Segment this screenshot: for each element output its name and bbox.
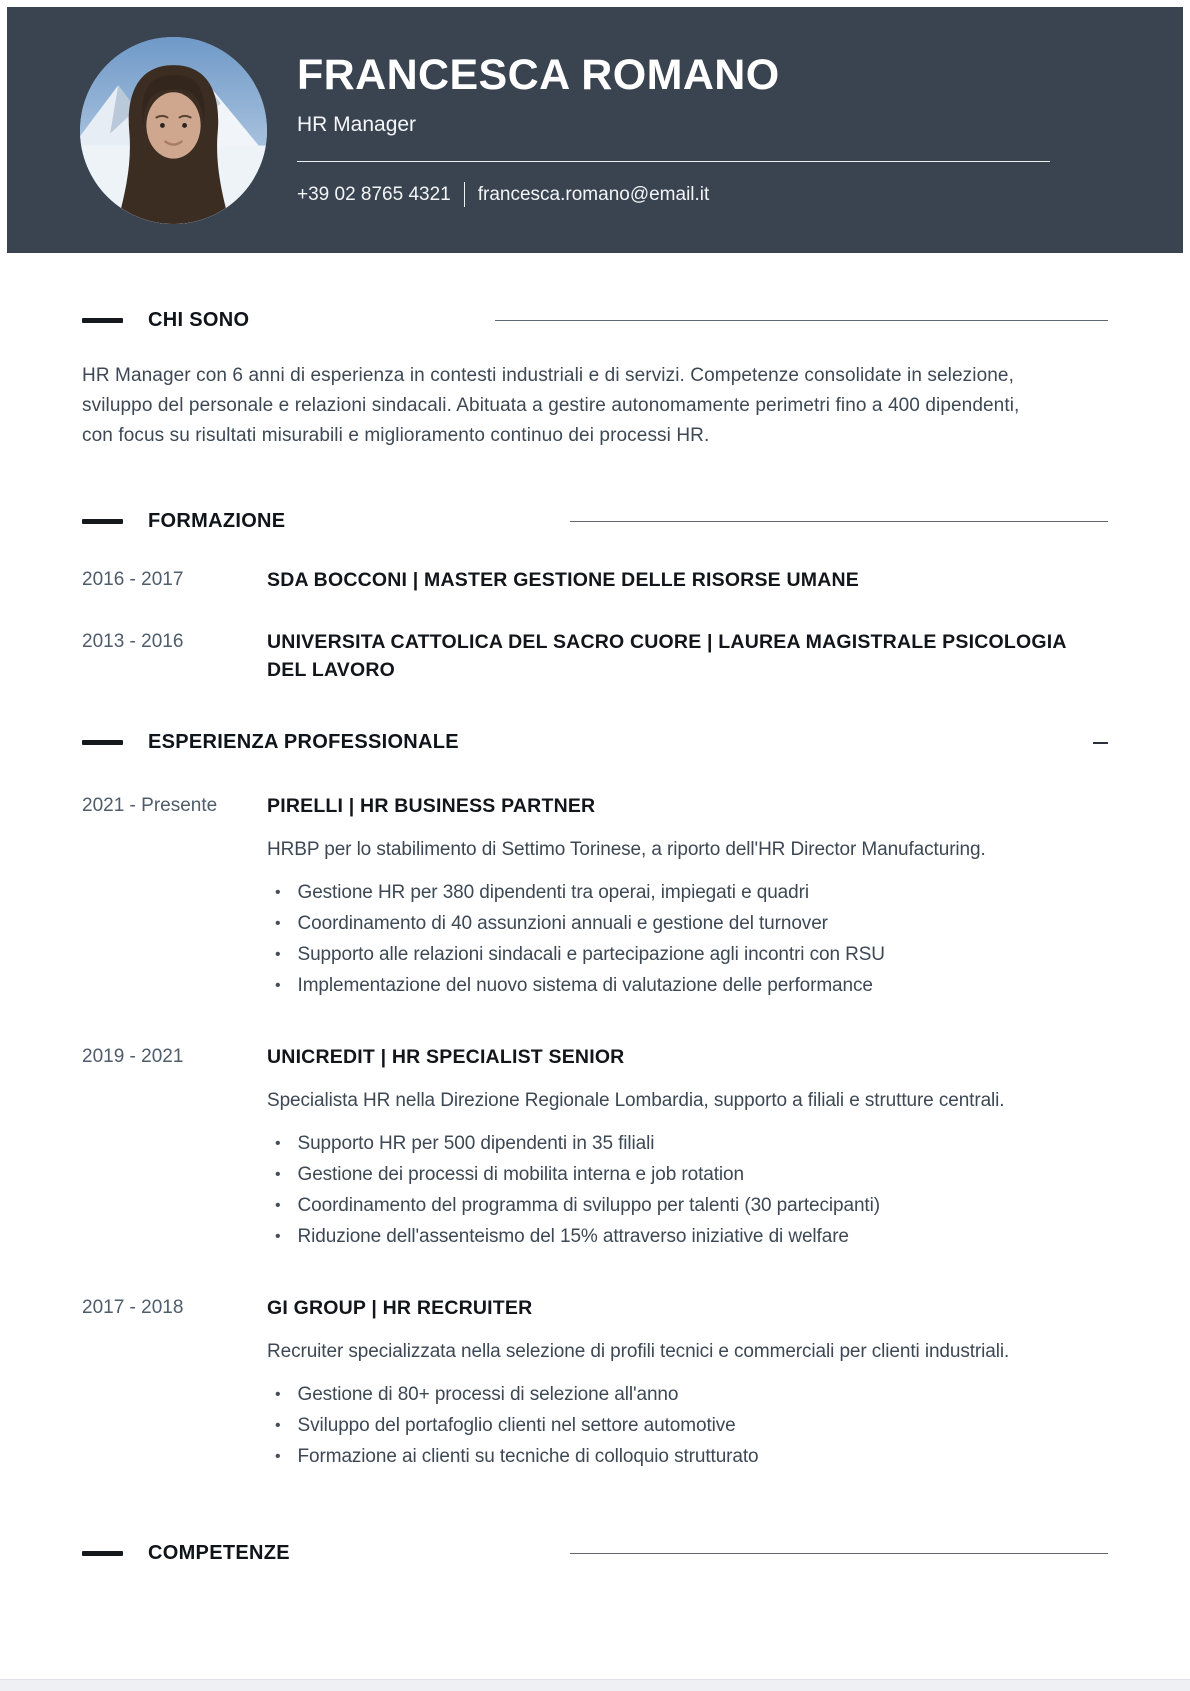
about-paragraph: HR Manager con 6 anni di esperienza in contesti industriali e di servizi. Competenze consolidate in selezione, sviluppo del personale e relazioni sindacali. Abituata a gestire autonomamente perimetri fino a 400 dipendenti, con focus su risultati misurabili e miglioramento continuo dei processi HR. — [82, 365, 1020, 446]
experience-bullet: • Gestione HR per 380 dipendenti tra operai, impiegati e quadri — [275, 877, 1108, 908]
email-address: francesca.romano@email.it — [477, 183, 710, 205]
cv-header — [7, 7, 1183, 253]
header-divider — [297, 161, 1050, 162]
section-experience — [82, 731, 1108, 1472]
section-about-title: CHI SONO — [148, 309, 250, 331]
education-period: 2013 - 2016 — [82, 631, 184, 652]
education-entry — [82, 628, 1108, 684]
job-title: HR Manager — [297, 113, 417, 137]
experience-entry — [82, 792, 1108, 1001]
experience-description: Recruiter specializzata nella selezione di profili tecnici e commerciali per clienti industriali. — [267, 1341, 1010, 1362]
experience-bullet: • Coordinamento del programma di sviluppo per talenti (30 partecipanti) — [275, 1190, 1108, 1221]
phone-number: +39 02 8765 4321 — [297, 183, 451, 205]
experience-bullet-list — [267, 1379, 1108, 1472]
contact-separator — [464, 182, 465, 207]
section-about — [82, 309, 1108, 451]
experience-role-title: UNICREDIT | HR SPECIALIST SENIOR — [267, 1046, 625, 1068]
experience-role-title: GI GROUP | HR RECRUITER — [267, 1297, 533, 1319]
section-collapse-minus-icon[interactable] — [1093, 742, 1108, 744]
section-education-title: FORMAZIONE — [148, 510, 286, 532]
section-dash-icon — [82, 740, 123, 745]
cv-page — [0, 7, 1190, 1691]
section-dash-icon — [82, 519, 123, 524]
experience-period: 2019 - 2021 — [82, 1046, 184, 1067]
experience-bullet: • Supporto HR per 500 dipendenti in 35 filiali — [275, 1128, 1108, 1159]
section-education — [82, 510, 1108, 684]
experience-bullet: • Riduzione dell'assenteismo del 15% attraverso iniziative di welfare — [275, 1221, 1108, 1252]
experience-role-title: PIRELLI | HR BUSINESS PARTNER — [267, 795, 596, 817]
experience-entry — [82, 1294, 1108, 1472]
section-dash-icon — [82, 1551, 123, 1556]
section-experience-header — [82, 731, 1108, 754]
experience-bullet: • Gestione di 80+ processi di selezione all'anno — [275, 1379, 1108, 1410]
page-bottom-edge — [0, 1679, 1190, 1691]
experience-period: 2017 - 2018 — [82, 1297, 184, 1318]
section-education-header — [82, 510, 1108, 533]
name-heading: FRANCESCA ROMANO — [297, 50, 780, 99]
experience-bullet: • Supporto alle relazioni sindacali e partecipazione agli incontri con RSU — [275, 939, 1108, 970]
experience-bullet: • Implementazione del nuovo sistema di valutazione delle performance — [275, 970, 1108, 1001]
education-degree-title: UNIVERSITA CATTOLICA DEL SACRO CUORE | LAUREA MAGISTRALE PSICOLOGIA DEL LAVORO — [267, 631, 1066, 681]
section-skills-header — [82, 1542, 1108, 1565]
education-degree-title: SDA BOCCONI | MASTER GESTIONE DELLE RISORSE UMANE — [267, 569, 859, 591]
experience-period: 2021 - Presente — [82, 795, 218, 816]
section-experience-title: ESPERIENZA PROFESSIONALE — [148, 731, 459, 753]
section-skills — [82, 1542, 1108, 1565]
profile-photo — [80, 37, 267, 224]
section-dash-icon — [82, 318, 123, 323]
experience-bullet-list — [267, 1128, 1108, 1252]
experience-bullet: • Formazione ai clienti su tecniche di colloquio strutturato — [275, 1441, 1108, 1472]
experience-entry — [82, 1043, 1108, 1252]
experience-bullet: • Gestione dei processi di mobilita interna e job rotation — [275, 1159, 1108, 1190]
experience-bullet: • Sviluppo del portafoglio clienti nel settore automotive — [275, 1410, 1108, 1441]
experience-bullet: • Coordinamento di 40 assunzioni annuali e gestione del turnover — [275, 908, 1108, 939]
section-skills-title: COMPETENZE — [148, 1542, 290, 1564]
education-period: 2016 - 2017 — [82, 569, 184, 590]
section-rule — [570, 1553, 1108, 1554]
section-rule — [495, 320, 1108, 321]
contact-line — [297, 182, 1053, 207]
experience-description: HRBP per lo stabilimento di Settimo Torinese, a riporto dell'HR Director Manufacturing. — [267, 839, 986, 860]
header-text-block — [297, 50, 1053, 207]
profile-photo-illustration — [80, 37, 267, 224]
section-about-header — [82, 309, 1108, 332]
experience-bullet-list — [267, 877, 1108, 1001]
education-entry — [82, 566, 1108, 594]
cv-body — [0, 309, 1190, 1565]
experience-description: Specialista HR nella Direzione Regionale Lombardia, supporto a filiali e strutture centrali. — [267, 1090, 1005, 1111]
section-rule — [570, 521, 1108, 522]
